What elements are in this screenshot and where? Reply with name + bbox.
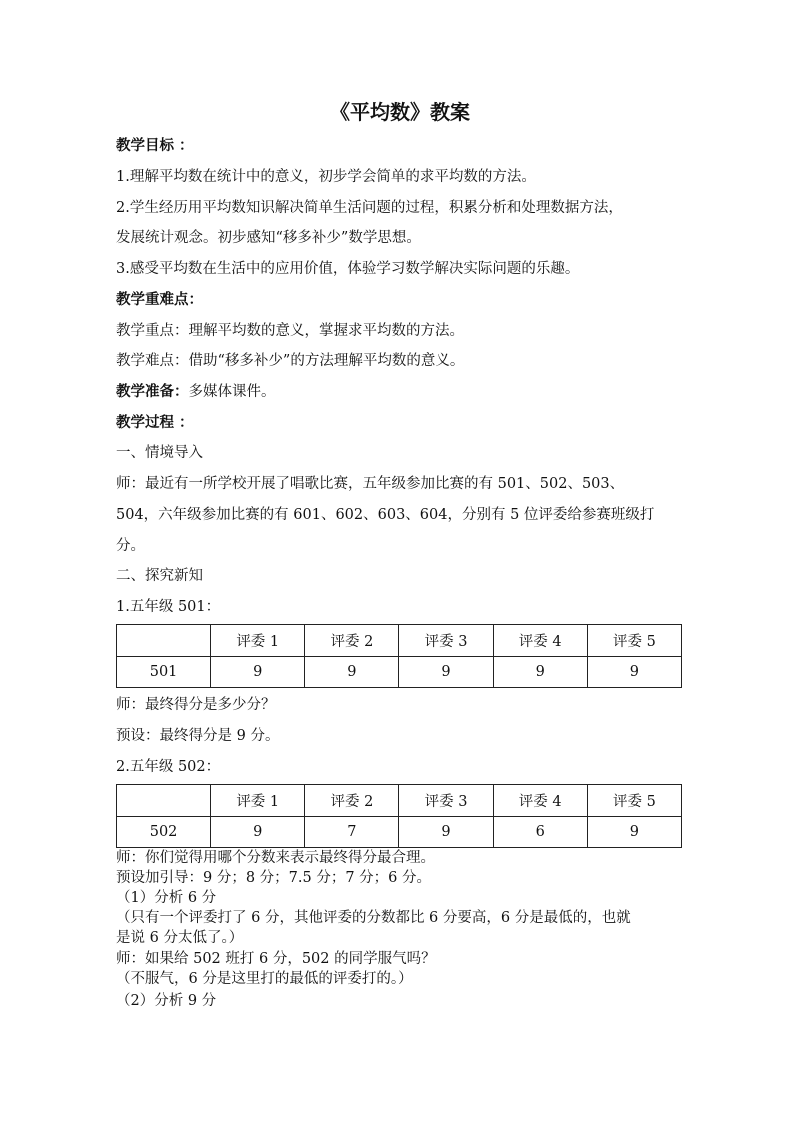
header-cell: 评委 1 bbox=[211, 625, 305, 657]
class-label: 2.五年级 502： bbox=[116, 759, 221, 775]
class-label: 1.五年级 501： bbox=[116, 599, 221, 615]
keypoints-heading: 教学重难点： bbox=[116, 291, 203, 308]
document-title: 《平均数》教案 bbox=[330, 100, 470, 124]
header-cell bbox=[117, 625, 211, 657]
header-cell: 评委 5 bbox=[587, 785, 681, 817]
dialogue-line: （只有一个评委打了 6 分，其他评委的分数都比 6 分要高，6 分是最低的，也就 bbox=[116, 910, 631, 926]
intro-line: 师：最近有一所学校开展了唱歌比赛，五年级参加比赛的有 501、502、503、 bbox=[116, 476, 625, 492]
header-cell: 评委 3 bbox=[399, 625, 493, 657]
goal-line: 1.理解平均数在统计中的意义，初步学会简单的求平均数的方法。 bbox=[116, 169, 536, 185]
dialogue-line: （不服气，6 分是这里打的最低的评委打的。） bbox=[116, 971, 413, 987]
prep-line bbox=[116, 381, 276, 403]
header-cell: 评委 4 bbox=[493, 785, 587, 817]
score-table-501 bbox=[116, 624, 682, 688]
table-cell: 9 bbox=[399, 657, 493, 688]
prep-label: 教学准备： bbox=[116, 383, 189, 400]
section-heading: 二、探究新知 bbox=[116, 568, 203, 584]
table-cell: 9 bbox=[493, 657, 587, 688]
header-cell: 评委 2 bbox=[305, 785, 399, 817]
goals-heading: 教学目标 ： bbox=[116, 137, 194, 154]
table-cell: 9 bbox=[211, 817, 305, 848]
table-cell: 9 bbox=[305, 657, 399, 688]
table-cell: 7 bbox=[305, 817, 399, 848]
dialogue-line: 师：最终得分是多少分？ bbox=[116, 697, 276, 713]
table-cell: 502 bbox=[117, 817, 211, 848]
table-cell: 9 bbox=[399, 817, 493, 848]
header-cell: 评委 3 bbox=[399, 785, 493, 817]
dialogue-line: 师：如果给 502 班打 6 分，502 的同学服气吗？ bbox=[116, 951, 436, 967]
dialogue-line: 是说 6 分太低了。） bbox=[116, 930, 244, 946]
table-cell: 9 bbox=[587, 657, 681, 688]
prep-text: 多媒体课件。 bbox=[188, 384, 276, 400]
score-table-502 bbox=[116, 784, 682, 848]
header-cell: 评委 5 bbox=[587, 625, 681, 657]
table-header-row bbox=[117, 625, 682, 657]
intro-line: 504，六年级参加比赛的有 601、602、603、604，分别有 5 位评委给参赛班级打 bbox=[116, 507, 655, 523]
dialogue-line: 师：你们觉得用哪个分数来表示最终得分最合理。 bbox=[116, 850, 435, 866]
keypoint-line: 教学难点：借助“移多补少”的方法理解平均数的意义。 bbox=[116, 353, 465, 369]
dialogue-line: 预设加引导：9 分；8 分；7.5 分；7 分；6 分。 bbox=[116, 870, 432, 886]
keypoint-line: 教学重点：理解平均数的意义，掌握求平均数的方法。 bbox=[116, 323, 464, 339]
table-cell: 6 bbox=[493, 817, 587, 848]
dialogue-line: （2）分析 9 分 bbox=[116, 993, 217, 1009]
table-cell: 501 bbox=[117, 657, 211, 688]
goal-line: 2.学生经历用平均数知识解决简单生活问题的过程，积累分析和处理数据方法， bbox=[116, 200, 623, 216]
table-cell: 9 bbox=[211, 657, 305, 688]
table-header-row bbox=[117, 785, 682, 817]
intro-line: 分。 bbox=[116, 538, 145, 554]
header-cell: 评委 2 bbox=[305, 625, 399, 657]
header-cell: 评委 4 bbox=[493, 625, 587, 657]
dialogue-line: （1）分析 6 分 bbox=[116, 890, 217, 906]
process-heading: 教学过程 ： bbox=[116, 414, 194, 431]
section-heading: 一、情境导入 bbox=[116, 445, 203, 461]
goal-line: 发展统计观念。初步感知“移多补少”数学思想。 bbox=[116, 230, 421, 246]
table-row bbox=[117, 657, 682, 688]
goal-line: 3.感受平均数在生活中的应用价值，体验学习数学解决实际问题的乐趣。 bbox=[116, 261, 580, 277]
header-cell bbox=[117, 785, 211, 817]
header-cell: 评委 1 bbox=[211, 785, 305, 817]
table-cell: 9 bbox=[587, 817, 681, 848]
table-row bbox=[117, 817, 682, 848]
dialogue-line: 预设：最终得分是 9 分。 bbox=[116, 728, 280, 744]
